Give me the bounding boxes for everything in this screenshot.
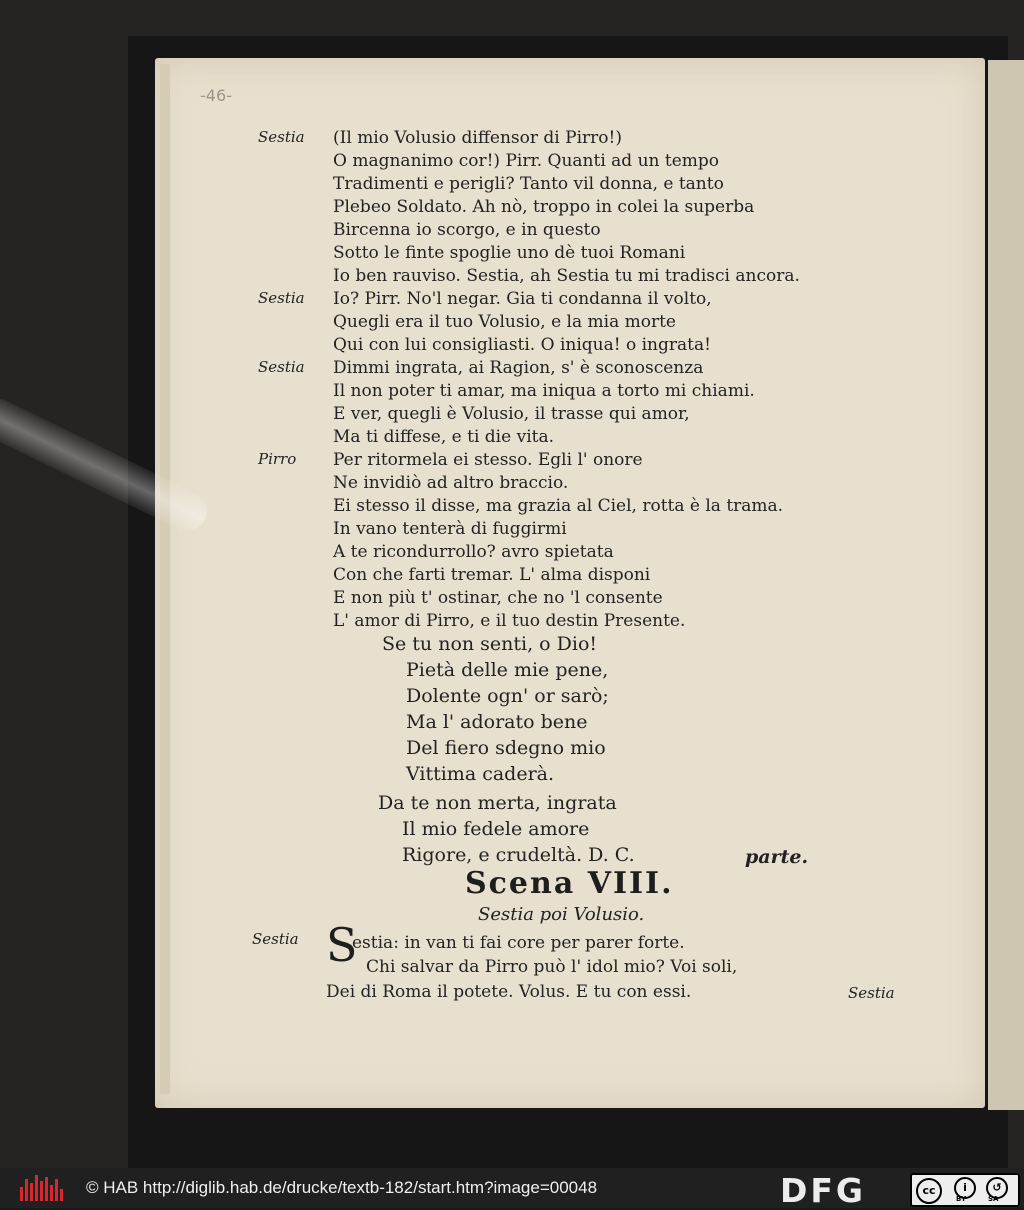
text-line: Bircenna io scorgo, e in questo bbox=[333, 220, 601, 240]
sa-icon: ↺ bbox=[986, 1177, 1008, 1199]
speaker-label: Sestia bbox=[258, 358, 305, 376]
aria-line: Vittima caderà. bbox=[406, 763, 555, 785]
sa-label: SA bbox=[988, 1195, 999, 1203]
text-line: (Il mio Volusio diffensor di Pirro!) bbox=[333, 128, 622, 148]
hab-barcode-logo bbox=[20, 1175, 64, 1201]
scene-speaker-label: Sestia bbox=[252, 930, 299, 948]
speaker-label: Sestia bbox=[258, 289, 305, 307]
by-label: BY bbox=[956, 1195, 967, 1203]
aria-line: Pietà delle mie pene, bbox=[406, 659, 609, 681]
text-line: E ver, quegli è Volusio, il trasse qui amor, bbox=[333, 404, 690, 424]
scene-line: estia: in van ti fai core per parer forte. bbox=[352, 933, 685, 953]
text-line: A te ricondurrollo? avro spietata bbox=[333, 542, 614, 562]
text-line: Con che farti tremar. L' alma disponi bbox=[333, 565, 651, 585]
text-line: Ei stesso il disse, ma grazia al Ciel, rotta è la trama. bbox=[333, 496, 784, 516]
cc-icon: cc bbox=[916, 1178, 942, 1204]
aria-line: Dolente ogn' or sarò; bbox=[406, 685, 609, 707]
aria-line: Rigore, e crudeltà. D. C. bbox=[402, 844, 635, 866]
aria-line: Da te non merta, ingrata bbox=[378, 792, 617, 814]
text-line: O magnanimo cor!) Pirr. Quanti ad un tempo bbox=[333, 151, 720, 171]
text-line: Il non poter ti amar, ma iniqua a torto mi chiami. bbox=[333, 381, 755, 401]
text-line: Io ben rauviso. Sestia, ah Sestia tu mi tradisci ancora. bbox=[333, 266, 800, 286]
page-fold bbox=[160, 64, 170, 1094]
speaker-label: Sestia bbox=[258, 128, 305, 146]
text-line: L' amor di Pirro, e il tuo destin Presente. bbox=[333, 611, 686, 631]
viewer-footer bbox=[0, 1168, 1024, 1208]
drop-capital: S bbox=[326, 918, 358, 972]
text-line: Quegli era il tuo Volusio, e la mia morte bbox=[333, 312, 676, 332]
text-line: Tradimenti e perigli? Tanto vil donna, e tanto bbox=[333, 174, 724, 194]
catchword-next-page: Sestia bbox=[848, 984, 895, 1002]
speaker-label: Pirro bbox=[258, 450, 297, 468]
scene-line: Chi salvar da Pirro può l' idol mio? Voi soli, bbox=[366, 957, 738, 977]
text-line: In vano tenterà di fuggirmi bbox=[333, 519, 567, 539]
text-line: Sotto le finte spoglie uno dè tuoi Romani bbox=[333, 243, 686, 263]
copyright-link[interactable]: © HAB http://diglib.hab.de/drucke/textb-182/start.htm?image=00048 bbox=[86, 1178, 598, 1197]
text-line: Io? Pirr. No'l negar. Gia ti condanna il volto, bbox=[333, 289, 712, 309]
text-line: E non più t' ostinar, che no 'l consente bbox=[333, 588, 663, 608]
aria-line: Del fiero sdegno mio bbox=[406, 737, 606, 759]
cc-license-badge[interactable] bbox=[910, 1173, 1020, 1207]
dfg-logo: DFG bbox=[780, 1171, 867, 1210]
aria-line: Se tu non senti, o Dio! bbox=[382, 633, 598, 655]
page-number: -46- bbox=[200, 86, 232, 105]
facing-page-edge bbox=[988, 60, 1024, 1110]
text-line: Dimmi ingrata, ai Ragion, s' è sconoscenza bbox=[333, 358, 704, 378]
text-line: Qui con lui consigliasti. O iniqua! o ingrata! bbox=[333, 335, 711, 355]
by-icon: i bbox=[954, 1177, 976, 1199]
scene-subtitle: Sestia poi Volusio. bbox=[478, 904, 645, 925]
text-line: Ma ti diffese, e ti die vita. bbox=[333, 427, 554, 447]
catchword-parte: parte. bbox=[745, 846, 809, 868]
text-line: Plebeo Soldato. Ah nò, troppo in colei la superba bbox=[333, 197, 755, 217]
text-line: Ne invidiò ad altro braccio. bbox=[333, 473, 569, 493]
scene-line: Dei di Roma il potete. Volus. E tu con essi. bbox=[326, 982, 692, 1002]
scene-title: Scena VIII. bbox=[465, 866, 674, 901]
text-line: Per ritormela ei stesso. Egli l' onore bbox=[333, 450, 643, 470]
aria-line: Ma l' adorato bene bbox=[406, 711, 588, 733]
aria-line: Il mio fedele amore bbox=[402, 818, 590, 840]
